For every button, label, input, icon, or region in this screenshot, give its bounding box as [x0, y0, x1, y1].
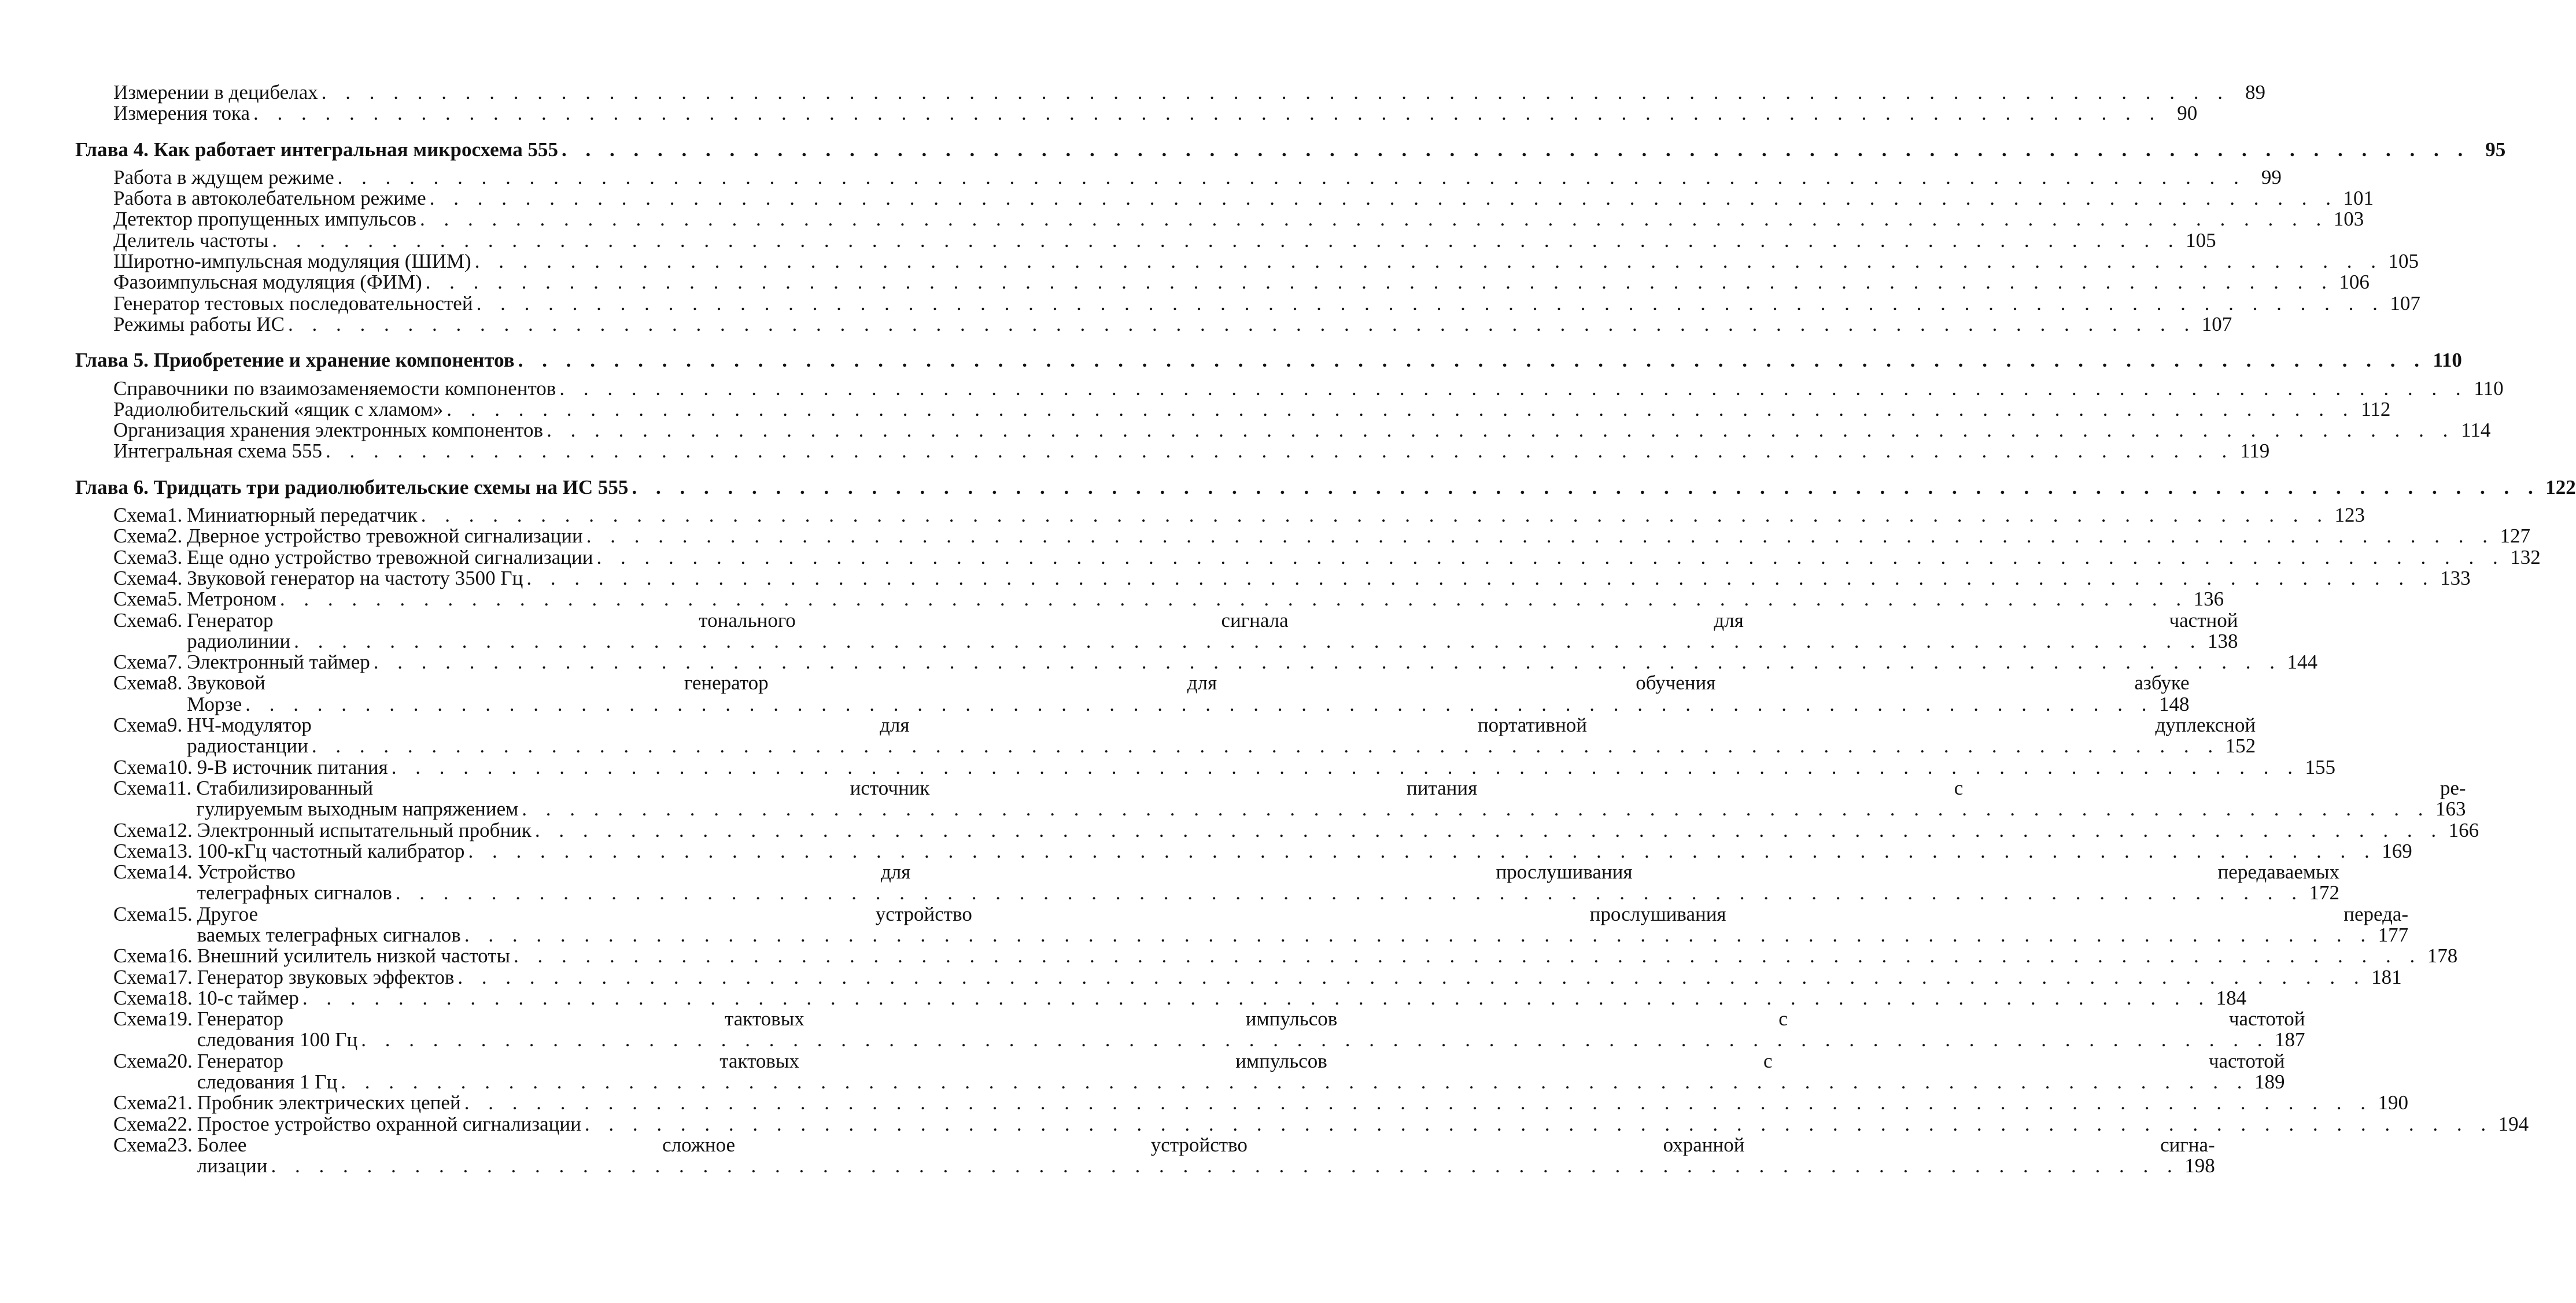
page-number: 99 — [2261, 165, 2282, 189]
toc-entry — [113, 81, 2265, 104]
page-number: 95 — [2485, 138, 2506, 161]
dot-leader: . . . . . . . . . . . . . . . . . . . . . . . . . . . . . . . . . . . . . . . . . . . . . . . . . . . . . . . . . . . . . . . . . . . . . . . . . . . . . . . . — [468, 839, 2376, 862]
scheme-title: лизации — [197, 1154, 268, 1178]
scheme-body — [197, 1135, 2215, 1177]
scheme-label: Схема — [113, 902, 167, 925]
page-number: 105 — [2186, 228, 2216, 252]
page-number: 112 — [2361, 397, 2391, 420]
dot-leader: . . . . . . . . . . . . . . . . . . . . . . . . . . . . . . . . . . . . . . . . . . . . . . . . . . . . . . . . . . . . . . . . . . . . . . . . . . . . . . . . — [518, 349, 2426, 372]
dot-leader: . . . . . . . . . . . . . . . . . . . . . . . . . . . . . . . . . . . . . . . . . . . . . . . . . . . . . . . . . . . . . . . . . . . . . . . . . . . . . . . . — [534, 818, 2444, 841]
scheme-number: 6. — [167, 608, 183, 632]
page-number: 181 — [2371, 965, 2402, 988]
scheme-entry — [113, 839, 2412, 862]
dot-leader: . . . . . . . . . . . . . . . . . . . . . . . . . . . . . . . . . . . . . . . . . . . . . . . . . . . . . . . . . . . . . . . . . . . . . . . . . . . . . . . . — [337, 165, 2246, 189]
scheme-number: 13. — [167, 839, 193, 862]
scheme-title: Простое устройство охранной сигнализации — [197, 1112, 581, 1135]
scheme-label: Схема — [113, 986, 167, 1009]
dot-leader: . . . . . . . . . . . . . . . . . . . . . . . . . . . . . . . . . . . . . . . . . . . . . . . . . . . . . . . . . . . . . . . . . . . . . . . . . . . . . . . . — [272, 228, 2180, 252]
toc-entry — [113, 250, 2419, 273]
chapter-title: Глава 6. Тридцать три радиолюбительские схемы на ИС 555 — [75, 475, 629, 499]
scheme-title: Электронный таймер — [187, 651, 370, 674]
page-number: 148 — [2159, 692, 2190, 715]
scheme-entry — [113, 965, 2402, 988]
scheme-number: 3. — [167, 545, 183, 569]
page-number: 187 — [2274, 1028, 2305, 1051]
dot-leader: . . . . . . . . . . . . . . . . . . . . . . . . . . . . . . . . . . . . . . . . . . . . . . . . . . . . . . . . . . . . . . . . . . . . . . . . . . . . . . . . — [446, 397, 2355, 420]
scheme-number: 12. — [167, 818, 193, 841]
page-number: 123 — [2334, 504, 2365, 527]
scheme-entry — [113, 1133, 2215, 1178]
dot-leader: . . . . . . . . . . . . . . . . . . . . . . . . . . . . . . . . . . . . . . . . . . . . . . . . . . . . . . . . . . . . . . . . . . . . . . . . . . . . . . . . — [271, 1154, 2179, 1178]
scheme-label: Схема — [113, 714, 167, 737]
dot-leader: . . . . . . . . . . . . . . . . . . . . . . . . . . . . . . . . . . . . . . . . . . . . . . . . . . . . . . . . . . . . . . . . . . . . . . . . . . . . . . . . — [253, 102, 2162, 125]
scheme-title-line: Устройство для прослушивания передаваемых — [197, 861, 2340, 884]
scheme-body — [187, 673, 2189, 715]
dot-leader: . . . . . . . . . . . . . . . . . . . . . . . . . . . . . . . . . . . . . . . . . . . . . . . . . . . . . . . . . . . . . . . . . . . . . . . . . . . . . . . . — [464, 1091, 2372, 1114]
dot-leader: . . . . . . . . . . . . . . . . . . . . . . . . . . . . . . . . . . . . . . . . . . . . . . . . . . . . . . . . . . . . . . . . . . . . . . . . . . . . . . . . — [526, 566, 2435, 589]
entry-title: Справочники по взаимозаменяемости компонентов — [113, 376, 556, 400]
scheme-body — [197, 757, 2335, 778]
scheme-number: 4. — [167, 566, 183, 589]
scheme-title: Метроном — [187, 588, 276, 611]
scheme-number: 16. — [167, 944, 193, 968]
scheme-entry — [113, 1112, 2529, 1135]
scheme-label: Схема — [113, 1112, 167, 1135]
scheme-number: 20. — [167, 1049, 193, 1072]
scheme-number: 9. — [167, 714, 183, 737]
dot-leader: . . . . . . . . . . . . . . . . . . . . . . . . . . . . . . . . . . . . . . . . . . . . . . . . . . . . . . . . . . . . . . . . . . . . . . . . . . . . . . . . — [395, 881, 2304, 905]
page-number: 127 — [2500, 525, 2530, 548]
scheme-title-line — [197, 1092, 2408, 1113]
page-number: 152 — [2225, 734, 2256, 758]
entry-title: Генератор тестовых последовательностей — [113, 291, 473, 315]
dot-leader: . . . . . . . . . . . . . . . . . . . . . . . . . . . . . . . . . . . . . . . . . . . . . . . . . . . . . . . . . . . . . . . . . . . . . . . . . . . . . . . . — [547, 419, 2455, 442]
scheme-title: гулируемым выходным напряжением — [196, 798, 519, 821]
scheme-title: следования 1 Гц — [197, 1071, 338, 1094]
page-number: 194 — [2498, 1112, 2529, 1135]
scheme-title-line — [197, 757, 2335, 778]
scheme-title-line: Звуковой генератор для обучения азбуке — [187, 671, 2190, 695]
scheme-entry — [113, 566, 2471, 589]
scheme-number: 8. — [167, 671, 183, 695]
scheme-label: Схема — [113, 504, 167, 527]
scheme-label: Схема — [113, 818, 167, 841]
scheme-title-line — [197, 988, 2246, 1009]
scheme-title-line — [197, 841, 2412, 862]
page-number: 189 — [2254, 1071, 2285, 1094]
entry-title: Делитель частоты — [113, 228, 269, 252]
scheme-title: Внешний усилитель низкой частоты — [197, 944, 511, 968]
scheme-title-line — [187, 547, 2541, 568]
scheme-body — [187, 526, 2530, 547]
page-number: 184 — [2216, 986, 2247, 1009]
scheme-number: 7. — [167, 651, 183, 674]
scheme-title: телеграфных сигналов — [197, 881, 392, 905]
entry-title: Детектор пропущенных импульсов — [113, 208, 417, 231]
chapter-heading — [75, 475, 2576, 499]
scheme-number: 23. — [167, 1133, 193, 1156]
scheme-title-line: НЧ-модулятор для портативной дуплексной — [187, 714, 2256, 737]
toc-schemes — [75, 504, 2541, 1178]
entry-title: Работа в ждущем режиме — [113, 165, 334, 189]
entry-title: Измерения тока — [113, 102, 250, 125]
toc-entry — [113, 440, 2270, 463]
scheme-title-line — [197, 967, 2402, 988]
dot-leader: . . . . . . . . . . . . . . . . . . . . . . . . . . . . . . . . . . . . . . . . . . . . . . . . . . . . . . . . . . . . . . . . . . . . . . . . . . . . . . . . — [420, 504, 2329, 527]
scheme-title-line: Другое устройство прослушивания переда- — [197, 902, 2409, 925]
scheme-title: следования 100 Гц — [197, 1028, 358, 1051]
dot-leader: . . . . . . . . . . . . . . . . . . . . . . . . . . . . . . . . . . . . . . . . . . . . . . . . . . . . . . . . . . . . . . . . . . . . . . . . . . . . . . . . — [373, 651, 2282, 674]
scheme-entry — [113, 525, 2530, 548]
scheme-entry — [113, 504, 2365, 527]
scheme-number: 19. — [167, 1007, 193, 1031]
dot-leader: . . . . . . . . . . . . . . . . . . . . . . . . . . . . . . . . . . . . . . . . . . . . . . . . . . . . . . . . . . . . . . . . . . . . . . . . . . . . . . . . — [584, 1112, 2493, 1135]
scheme-label: Схема — [113, 776, 167, 799]
scheme-title: Электронный испытательный пробник — [197, 818, 532, 841]
page-number: 177 — [2378, 923, 2409, 946]
entry-title: Работа в автоколебательном режиме — [113, 187, 426, 210]
scheme-title: Звуковой генератор на частоту 3500 Гц — [187, 566, 523, 589]
page-number: 89 — [2245, 81, 2265, 104]
scheme-title: радиолинии — [187, 629, 291, 652]
dot-leader: . . . . . . . . . . . . . . . . . . . . . . . . . . . . . . . . . . . . . . . . . . . . . . . . . . . . . . . . . . . . . . . . . . . . . . . . . . . . . . . . — [596, 545, 2505, 569]
dot-leader: . . . . . . . . . . . . . . . . . . . . . . . . . . . . . . . . . . . . . . . . . . . . . . . . . . . . . . . . . . . . . . . . . . . . . . . . . . . . . . . . — [311, 734, 2220, 758]
scheme-body — [197, 1092, 2408, 1113]
dot-leader: . . . . . . . . . . . . . . . . . . . . . . . . . . . . . . . . . . . . . . . . . . . . . . . . . . . . . . . . . . . . . . . . . . . . . . . . . . . . . . . . — [514, 944, 2422, 968]
page-number: 103 — [2333, 208, 2364, 231]
scheme-title-line — [197, 883, 2339, 903]
page-number: 106 — [2339, 271, 2370, 294]
scheme-title: Еще одно устройство тревожной сигнализации — [187, 545, 593, 569]
entry-title: Фазоимпульсная модуляция (ФИМ) — [113, 271, 422, 294]
page-number: 110 — [2474, 376, 2504, 400]
page-number: 144 — [2287, 651, 2317, 674]
scheme-body — [197, 1051, 2285, 1093]
page-number: 198 — [2184, 1154, 2215, 1178]
scheme-body — [197, 967, 2402, 988]
scheme-title-line — [187, 526, 2530, 547]
scheme-body — [187, 568, 2470, 589]
page-number: 169 — [2382, 839, 2412, 862]
scheme-label: Схема — [113, 1091, 167, 1114]
scheme-body — [196, 778, 2466, 820]
scheme-title: Пробник электрических цепей — [197, 1091, 461, 1114]
scheme-title-line — [187, 589, 2224, 610]
entry-title: Широтно-импульсная модуляция (ШИМ) — [113, 250, 471, 273]
page-number: 122 — [2545, 475, 2576, 499]
page-number: 163 — [2435, 798, 2466, 821]
chapter-title: Глава 4. Как работает интегральная микросхема 555 — [75, 138, 559, 161]
scheme-body — [187, 505, 2365, 526]
dot-leader: . . . . . . . . . . . . . . . . . . . . . . . . . . . . . . . . . . . . . . . . . . . . . . . . . . . . . . . . . . . . . . . . . . . . . . . . . . . . . . . . — [476, 291, 2385, 315]
scheme-title: ваемых телеграфных сигналов — [197, 923, 461, 946]
entry-title: Организация хранения электронных компонентов — [113, 419, 544, 442]
scheme-label: Схема — [113, 608, 167, 632]
scheme-title-line: Более сложное устройство охранной сигна- — [197, 1133, 2215, 1156]
toc-entry — [113, 291, 2420, 315]
page-number: 107 — [2201, 312, 2232, 335]
scheme-number: 15. — [167, 902, 193, 925]
scheme-title-line — [197, 925, 2408, 946]
toc-entry — [113, 312, 2232, 335]
scheme-title: Генератор звуковых эффектов — [197, 965, 455, 988]
scheme-entry — [113, 902, 2409, 946]
scheme-entry — [113, 818, 2479, 841]
scheme-number: 1. — [167, 504, 183, 527]
scheme-entry — [113, 755, 2335, 778]
scheme-title-line: Генератор тактовых импульсов с частотой — [197, 1007, 2305, 1031]
scheme-label: Схема — [113, 755, 167, 778]
scheme-label: Схема — [113, 965, 167, 988]
scheme-number: 2. — [167, 525, 183, 548]
chapter-heading — [75, 138, 2506, 161]
dot-leader: . . . . . . . . . . . . . . . . . . . . . . . . . . . . . . . . . . . . . . . . . . . . . . . . . . . . . . . . . . . . . . . . . . . . . . . . . . . . . . . . — [321, 81, 2230, 104]
scheme-title-line — [197, 1072, 2285, 1092]
table-of-contents — [75, 81, 2576, 1178]
page-number: 132 — [2510, 545, 2541, 569]
toc-entry — [113, 208, 2364, 231]
scheme-body — [197, 904, 2408, 946]
scheme-label: Схема — [113, 588, 167, 611]
dot-leader: . . . . . . . . . . . . . . . . . . . . . . . . . . . . . . . . . . . . . . . . . . . . . . . . . . . . . . . . . . . . . . . . . . . . . . . . . . . . . . . . — [562, 138, 2470, 161]
scheme-number: 11. — [167, 776, 192, 799]
dot-leader: . . . . . . . . . . . . . . . . . . . . . . . . . . . . . . . . . . . . . . . . . . . . . . . . . . . . . . . . . . . . . . . . . . . . . . . . . . . . . . . . — [429, 187, 2338, 210]
scheme-number: 21. — [167, 1091, 193, 1114]
scheme-label: Схема — [113, 839, 167, 862]
scheme-entry — [113, 861, 2340, 905]
scheme-entry — [113, 1091, 2408, 1114]
scheme-number: 10. — [167, 755, 193, 778]
scheme-label: Схема — [113, 545, 167, 569]
chapter-title: Глава 5. Приобретение и хранение компонентов — [75, 349, 515, 372]
page-number: 136 — [2193, 588, 2224, 611]
scheme-entry — [113, 588, 2224, 611]
chapter-heading — [75, 349, 2462, 372]
scheme-title-line — [187, 568, 2470, 589]
scheme-label: Схема — [113, 671, 167, 695]
scheme-entry — [113, 986, 2247, 1009]
entry-title: Радиолюбительский «ящик с хламом» — [113, 397, 444, 420]
page-number: 166 — [2448, 818, 2479, 841]
scheme-label: Схема — [113, 944, 167, 968]
dot-leader: . . . . . . . . . . . . . . . . . . . . . . . . . . . . . . . . . . . . . . . . . . . . . . . . . . . . . . . . . . . . . . . . . . . . . . . . . . . . . . . . — [302, 986, 2211, 1009]
page-number: 107 — [2390, 291, 2420, 315]
scheme-title-line — [197, 946, 2458, 966]
scheme-title: Морзе — [187, 692, 242, 715]
toc-entry — [113, 376, 2504, 400]
toc-sections — [75, 81, 2576, 499]
scheme-body — [187, 610, 2238, 652]
toc-entry — [113, 228, 2216, 252]
dot-leader: . . . . . . . . . . . . . . . . . . . . . . . . . . . . . . . . . . . . . . . . . . . . . . . . . . . . . . . . . . . . . . . . . . . . . . . . . . . . . . . . — [474, 250, 2383, 273]
toc-entry — [113, 397, 2391, 420]
scheme-label: Схема — [113, 566, 167, 589]
page-number: 119 — [2240, 440, 2270, 463]
scheme-body — [197, 946, 2458, 966]
scheme-entry — [113, 714, 2256, 758]
scheme-title-line — [187, 694, 2189, 715]
scheme-label: Схема — [113, 1007, 167, 1031]
toc-entry — [113, 187, 2374, 210]
page-number: 90 — [2177, 102, 2198, 125]
scheme-title: Миниатюрный передатчик — [187, 504, 418, 527]
scheme-body — [187, 652, 2317, 673]
scheme-label: Схема — [113, 525, 167, 548]
scheme-title: радиостанции — [187, 734, 308, 758]
scheme-title: 10-с таймер — [197, 986, 299, 1009]
dot-leader: . . . . . . . . . . . . . . . . . . . . . . . . . . . . . . . . . . . . . . . . . . . . . . . . . . . . . . . . . . . . . . . . . . . . . . . . . . . . . . . . — [279, 588, 2189, 611]
scheme-number: 14. — [167, 861, 193, 884]
scheme-number: 22. — [167, 1112, 193, 1135]
page-number: 114 — [2461, 419, 2491, 442]
page-number: 178 — [2427, 944, 2458, 968]
scheme-title-line — [197, 1156, 2215, 1176]
scheme-body — [187, 715, 2256, 757]
scheme-title-line — [196, 799, 2466, 820]
toc-entry — [113, 165, 2282, 189]
scheme-body — [197, 1009, 2305, 1051]
dot-leader: . . . . . . . . . . . . . . . . . . . . . . . . . . . . . . . . . . . . . . . . . . . . . . . . . . . . . . . . . . . . . . . . . . . . . . . . . . . . . . . . — [245, 692, 2154, 715]
scheme-title-line — [187, 631, 2238, 652]
page-number: 101 — [2343, 187, 2374, 210]
toc-entry — [113, 271, 2370, 294]
scheme-body — [197, 988, 2246, 1009]
scheme-title-line — [197, 1029, 2305, 1050]
dot-leader: . . . . . . . . . . . . . . . . . . . . . . . . . . . . . . . . . . . . . . . . . . . . . . . . . . . . . . . . . . . . . . . . . . . . . . . . . . . . . . . . — [425, 271, 2334, 294]
dot-leader: . . . . . . . . . . . . . . . . . . . . . . . . . . . . . . . . . . . . . . . . . . . . . . . . . . . . . . . . . . . . . . . . . . . . . . . . . . . . . . . . — [522, 798, 2430, 821]
page-number: 172 — [2309, 881, 2340, 905]
entry-title: Режимы работы ИС — [113, 312, 285, 335]
scheme-label: Схема — [113, 1133, 167, 1156]
scheme-label: Схема — [113, 1049, 167, 1072]
dot-leader: . . . . . . . . . . . . . . . . . . . . . . . . . . . . . . . . . . . . . . . . . . . . . . . . . . . . . . . . . . . . . . . . . . . . . . . . . . . . . . . . — [464, 923, 2373, 946]
dot-leader: . . . . . . . . . . . . . . . . . . . . . . . . . . . . . . . . . . . . . . . . . . . . . . . . . . . . . . . . . . . . . . . . . . . . . . . . . . . . . . . . — [391, 755, 2300, 778]
dot-leader: . . . . . . . . . . . . . . . . . . . . . . . . . . . . . . . . . . . . . . . . . . . . . . . . . . . . . . . . . . . . . . . . . . . . . . . . . . . . . . . . — [287, 312, 2197, 335]
toc-entry — [113, 102, 2198, 125]
entry-title: Интегральная схема 555 — [113, 440, 323, 463]
toc-entry — [113, 419, 2491, 442]
page-number: 110 — [2433, 349, 2462, 372]
scheme-number: 17. — [167, 965, 193, 988]
scheme-body — [197, 1114, 2529, 1135]
scheme-entry — [113, 776, 2466, 821]
scheme-body — [187, 547, 2541, 568]
scheme-title-line — [187, 652, 2317, 673]
scheme-title-line — [197, 1114, 2529, 1135]
scheme-title: 9-В источник питания — [197, 755, 388, 778]
scheme-entry — [113, 1049, 2285, 1094]
scheme-entry — [113, 944, 2458, 968]
dot-leader: . . . . . . . . . . . . . . . . . . . . . . . . . . . . . . . . . . . . . . . . . . . . . . . . . . . . . . . . . . . . . . . . . . . . . . . . . . . . . . . . — [420, 208, 2328, 231]
page-number: 155 — [2305, 755, 2335, 778]
scheme-number: 5. — [167, 588, 183, 611]
scheme-title-line: Стабилизированный источник питания с ре- — [196, 776, 2466, 799]
page-number: 138 — [2207, 629, 2238, 652]
scheme-title-line — [197, 820, 2479, 841]
scheme-title: 100-кГц частотный калибратор — [197, 839, 465, 862]
scheme-number: 18. — [167, 986, 193, 1009]
scheme-entry — [113, 1007, 2305, 1051]
scheme-title: Дверное устройство тревожной сигнализации — [187, 525, 583, 548]
scheme-entry — [113, 671, 2190, 715]
scheme-label: Схема — [113, 861, 167, 884]
dot-leader: . . . . . . . . . . . . . . . . . . . . . . . . . . . . . . . . . . . . . . . . . . . . . . . . . . . . . . . . . . . . . . . . . . . . . . . . . . . . . . . . — [586, 525, 2494, 548]
scheme-body — [197, 862, 2339, 904]
scheme-entry — [113, 545, 2541, 569]
scheme-title-line: Генератор тонального сигнала для частной — [187, 608, 2238, 632]
entry-title: Измерении в децибелах — [113, 81, 318, 104]
dot-leader: . . . . . . . . . . . . . . . . . . . . . . . . . . . . . . . . . . . . . . . . . . . . . . . . . . . . . . . . . . . . . . . . . . . . . . . . . . . . . . . . — [559, 376, 2468, 400]
scheme-entry — [113, 608, 2238, 652]
scheme-entry — [113, 651, 2317, 674]
scheme-label: Схема — [113, 651, 167, 674]
dot-leader: . . . . . . . . . . . . . . . . . . . . . . . . . . . . . . . . . . . . . . . . . . . . . . . . . . . . . . . . . . . . . . . . . . . . . . . . . . . . . . . . — [294, 629, 2202, 652]
scheme-body — [197, 820, 2479, 841]
dot-leader: . . . . . . . . . . . . . . . . . . . . . . . . . . . . . . . . . . . . . . . . . . . . . . . . . . . . . . . . . . . . . . . . . . . . . . . . . . . . . . . . — [341, 1071, 2249, 1094]
scheme-title-line — [187, 505, 2365, 526]
dot-leader: . . . . . . . . . . . . . . . . . . . . . . . . . . . . . . . . . . . . . . . . . . . . . . . . . . . . . . . . . . . . . . . . . . . . . . . . . . . . . . . . — [326, 440, 2234, 463]
scheme-body — [197, 841, 2412, 862]
page-number: 105 — [2388, 250, 2419, 273]
page-number: 190 — [2378, 1091, 2408, 1114]
page-number: 133 — [2440, 566, 2471, 589]
scheme-title-line: Генератор тактовых импульсов с частотой — [197, 1049, 2285, 1072]
scheme-title-line — [187, 736, 2256, 756]
dot-leader: . . . . . . . . . . . . . . . . . . . . . . . . . . . . . . . . . . . . . . . . . . . . . . . . . . . . . . . . . . . . . . . . . . . . . . . . . . . . . . . . — [361, 1028, 2269, 1051]
dot-leader: . . . . . . . . . . . . . . . . . . . . . . . . . . . . . . . . . . . . . . . . . . . . . . . . . . . . . . . . . . . . . . . . . . . . . . . . . . . . . . . . — [632, 475, 2540, 499]
scheme-body — [187, 589, 2224, 610]
dot-leader: . . . . . . . . . . . . . . . . . . . . . . . . . . . . . . . . . . . . . . . . . . . . . . . . . . . . . . . . . . . . . . . . . . . . . . . . . . . . . . . . — [457, 965, 2366, 988]
